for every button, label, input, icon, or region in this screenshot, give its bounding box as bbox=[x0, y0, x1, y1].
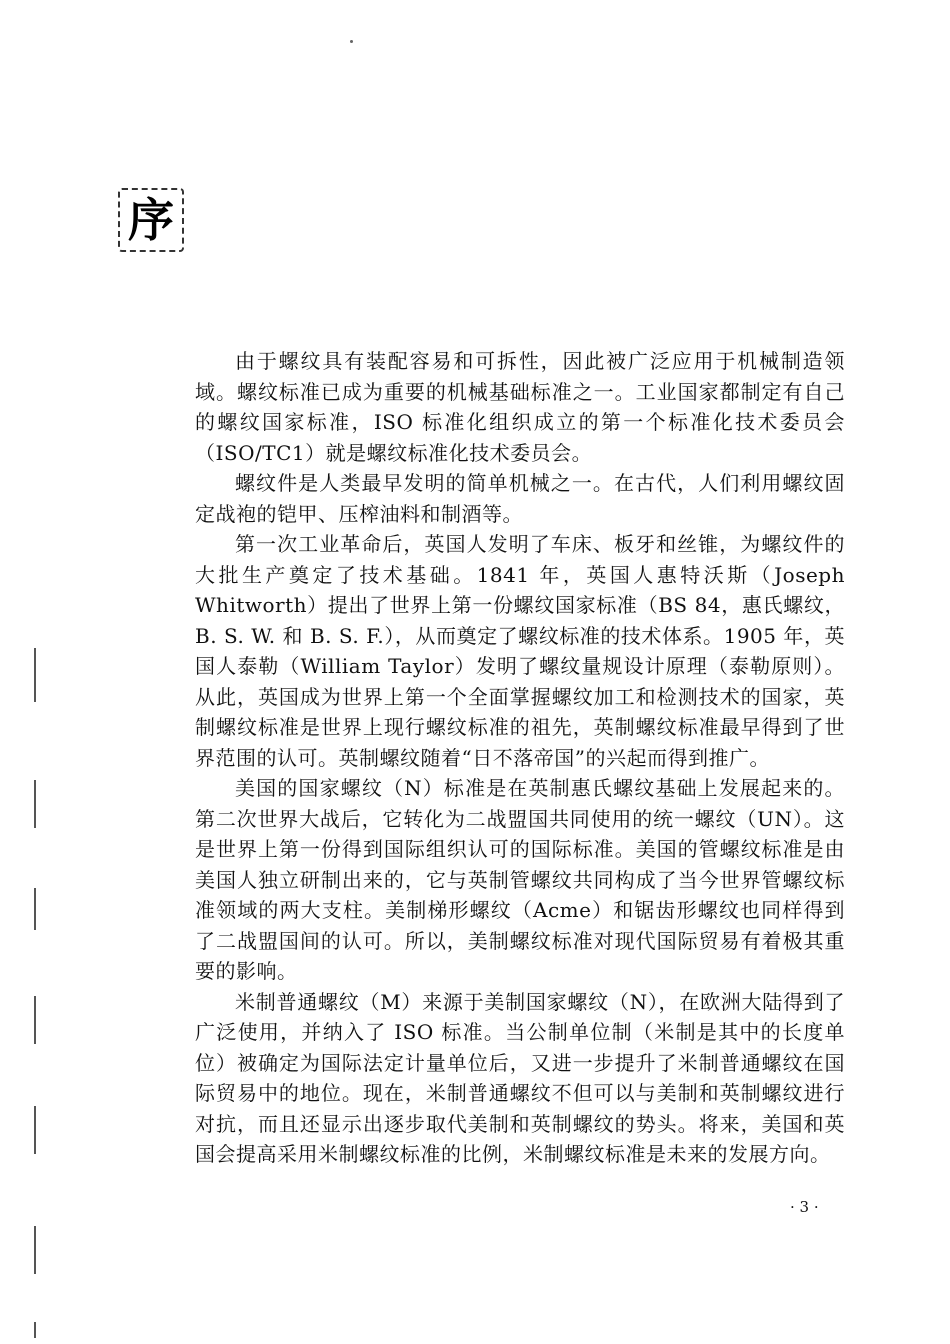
paragraph-3: 第一次工业革命后，英国人发明了车床、板牙和丝锥，为螺纹件的大批生产奠定了技术基础。1841 年，英国人惠特沃斯（Joseph Whitworth）提出了世界上第一份螺纹国家标准（BS 84，惠氏螺纹，B. S. W. 和 B. S. F.），从而奠定了螺纹标准的技术体系。1905 年，英国人泰勒（William Taylor）发明了螺纹量规设计原理（泰勒原则）。从此，英国成为世界上第一个全面掌握螺纹加工和检测技术的国家，英制螺纹标准是世界上现行螺纹标准的祖先，英制螺纹标准最早得到了世界范围的认可。英制螺纹随着“日不落帝国”的兴起而得到推广。 bbox=[195, 532, 845, 770]
binding-mark bbox=[34, 1106, 36, 1154]
scan-speck bbox=[350, 40, 353, 43]
paragraph-1: 由于螺纹具有装配容易和可拆性，因此被广泛应用于机械制造领域。螺纹标准已成为重要的机械基础标准之一。工业国家都制定有自己的螺纹国家标准，ISO 标准化组织成立的第一个标准化技术委员会（ISO/TC1）就是螺纹标准化技术委员会。 bbox=[195, 349, 845, 465]
paragraph-5: 米制普通螺纹（M）来源于美制国家螺纹（N），在欧洲大陆得到了广泛使用，并纳入了 ISO 标准。当公制单位制（米制是其中的长度单位）被确定为国际法定计量单位后，又进一步提升了米制普通螺纹在国际贸易中的地位。现在，米制普通螺纹不但可以与美制和英制螺纹进行对抗，而且还显示出逐步取代美制和英制螺纹的势头。将来，美国和英国会提高采用米制螺纹标准的比例，米制螺纹标准是未来的发展方向。 bbox=[195, 989, 845, 1166]
binding-mark bbox=[34, 648, 36, 702]
paragraph-2: 螺纹件是人类最早发明的简单机械之一。在古代，人们利用螺纹固定战袍的铠甲、压榨油料和制酒等。 bbox=[195, 471, 845, 526]
preface-title: 序 bbox=[128, 193, 174, 247]
preface-body bbox=[195, 346, 845, 1170]
paragraph-4: 美国的国家螺纹（N）标准是在英制惠氏螺纹基础上发展起来的。第二次世界大战后，它转化为二战盟国共同使用的统一螺纹（UN）。这是世界上第一份得到国际组织认可的国际标准。美国的管螺纹标准是由美国人独立研制出来的，它与英制管螺纹共同构成了当今世界管螺纹标准领域的两大支柱。美制梯形螺纹（Acme）和锯齿形螺纹也同样得到了二战盟国间的认可。所以，美制螺纹标准对现代国际贸易有着极其重要的影响。 bbox=[195, 776, 845, 983]
binding-mark bbox=[34, 1322, 36, 1338]
binding-mark bbox=[34, 888, 36, 930]
preface-title-box bbox=[118, 188, 184, 252]
binding-mark bbox=[34, 996, 36, 1044]
page-number: · 3 · bbox=[790, 1198, 819, 1216]
binding-mark bbox=[34, 1226, 36, 1274]
binding-mark bbox=[34, 780, 36, 828]
